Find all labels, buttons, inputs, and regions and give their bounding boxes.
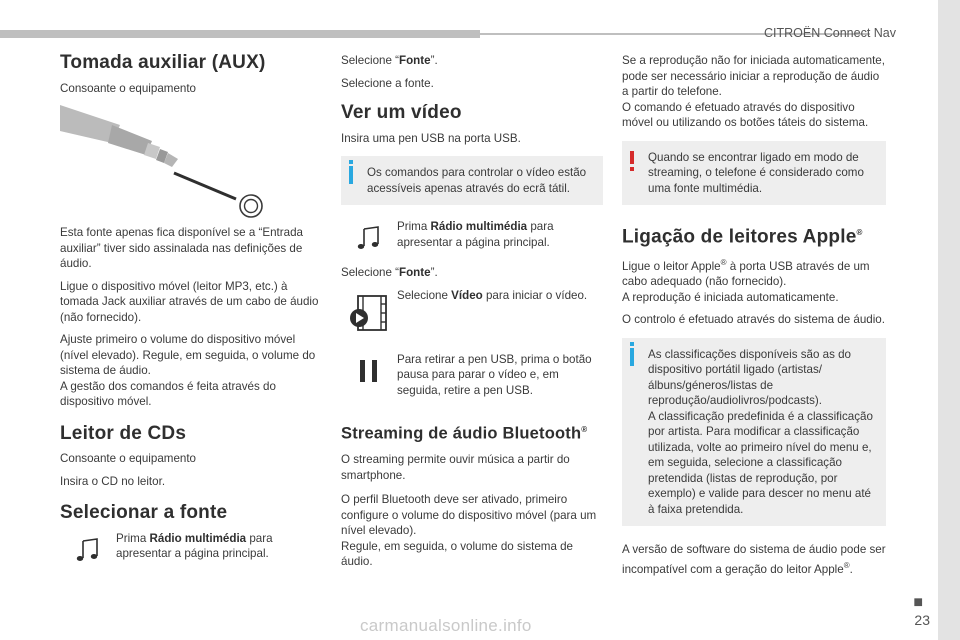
source-radio-text: Prima Rádio multimédia para apresentar a página principal.: [116, 531, 273, 560]
video-select-text: Selecione Vídeo para iniciar o vídeo.: [397, 288, 588, 302]
watermark: carmanualsonline.info: [360, 616, 532, 635]
bluetooth-p1: O streaming permite ouvir música a partir do smartphone.: [341, 453, 570, 482]
streaming-warning-box: Quando se encontrar ligado em modo de streaming, o telefone é considerado como uma fonte multimédia.: [622, 141, 886, 206]
select-source-1: Selecione “Fonte”.: [341, 54, 438, 67]
page-number: 23: [914, 612, 930, 628]
column-2: [341, 55, 603, 577]
cd-insert: Insira o CD no leitor.: [60, 474, 166, 488]
apple-connect: Ligue o leitor Apple® à porta USB através de um cabo adequado (não fornecido). A reprodução é iniciada automaticamente.: [622, 257, 870, 304]
pause-icon: [341, 352, 397, 384]
pause-row: [341, 352, 603, 399]
info-icon: [349, 166, 353, 184]
page-edge-tab: [938, 0, 960, 640]
bluetooth-title: Streaming de áudio Bluetooth®: [341, 424, 588, 443]
video-radio-text: Prima Rádio multimédia para apresentar a página principal.: [397, 220, 554, 249]
column-1: [60, 52, 320, 577]
music-note-icon: [341, 219, 397, 251]
header-bar: [0, 30, 480, 38]
source-radio-row: [60, 531, 320, 563]
info-icon: [630, 348, 634, 366]
header-title: CITROËN Connect Nav: [764, 26, 896, 40]
bluetooth-p2: O perfil Bluetooth deve ser ativado, primeiro configure o volume do dispositivo móvel (para um nível elevado). Regule, em seguida, o volume do sistema de áudio.: [341, 493, 597, 568]
music-note-icon: [60, 531, 116, 563]
video-radio-row: [341, 219, 603, 251]
apple-control: O controlo é efetuado através do sistema de áudio.: [622, 313, 885, 327]
aux-title: Tomada auxiliar (AUX): [60, 52, 266, 73]
apple-compat: A versão de software do sistema de áudio pode ser incompatível com a geração do leitor Apple®.: [622, 543, 886, 576]
select-source-2: Selecione a fonte.: [341, 76, 434, 90]
aux-jack-icon: [60, 103, 320, 225]
warning-icon: [630, 151, 634, 164]
aux-availability: Esta fonte apenas fica disponível se a “Entrada auxiliar” tiver sido assinalada nas definições de áudio.: [60, 226, 303, 270]
playback-p1: Se a reprodução não for iniciada automaticamente, pode ser necessário iniciar a reprodução de áudio a partir do telefone. O comando é efetuado através do dispositivo móvel ou utilizando os botões táteis do sistema.: [622, 54, 885, 129]
video-info-box: Os comandos para controlar o vídeo estão acessíveis apenas através do ecrã tátil.: [341, 156, 603, 205]
cd-equipment: Consoante o equipamento: [60, 452, 197, 465]
select-source-3: Selecione “Fonte”.: [341, 266, 438, 279]
column-3: [622, 55, 886, 584]
cd-title: Leitor de CDs: [60, 422, 187, 444]
apple-title: Ligação de leitores Apple®: [622, 226, 863, 248]
apple-info-box: As classificações disponíveis são as do dispositivo portátil ligado (artistas/álbuns/géneros/listas de reprodução/audiolivros/podcasts). A classificação predefinida é a classificação por artista. Para modificar a classificação utilizada, volte ao primeiro nível do menu e, em seguida, selecione a classificação pretendida (listas de reprodução, por exemplo) e valide para descer no menu até à faixa pretendida.: [622, 338, 886, 527]
video-title: Ver um vídeo: [341, 102, 462, 123]
pause-text: Para retirar a pen USB, prima o botão pausa para parar o vídeo e, em seguida, retire a pen USB.: [397, 352, 592, 397]
aux-volume: Ajuste primeiro o volume do dispositivo móvel (nível elevado). Regule, em seguida, o volume do sistema de áudio. A gestão dos comandos é feita através do dispositivo móvel.: [60, 333, 316, 408]
source-title: Selecionar a fonte: [60, 502, 228, 523]
aux-equipment: Consoante o equipamento: [60, 81, 197, 95]
page-marker: ■: [913, 594, 923, 611]
aux-connect: Ligue o dispositivo móvel (leitor MP3, etc.) à tomada Jack auxiliar através de um cabo de áudio (não fornecido).: [60, 279, 319, 324]
video-film-icon: [341, 288, 397, 334]
video-insert: Insira uma pen USB na porta USB.: [341, 131, 521, 145]
video-select-row: [341, 288, 603, 334]
